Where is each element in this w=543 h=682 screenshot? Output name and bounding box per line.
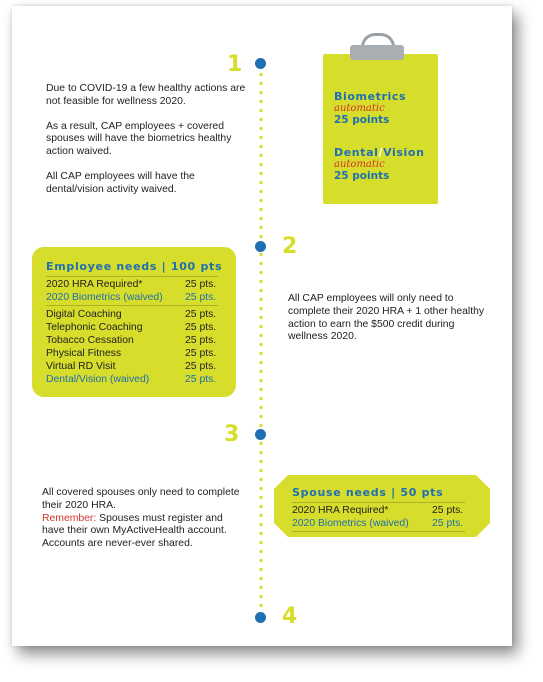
row-value: 25 pts. — [185, 309, 217, 320]
employee-title-divider — [46, 276, 218, 277]
row-value: 25 pts. — [185, 335, 217, 346]
step-number-1: 1 — [227, 52, 243, 77]
row-value: 25 pts. — [185, 374, 217, 385]
employee-section-divider — [46, 305, 218, 306]
table-row — [46, 360, 218, 373]
employee-needs-title: Employee needs | 100 pts — [46, 260, 223, 273]
table-row — [46, 347, 218, 360]
table-row — [46, 334, 218, 347]
biometrics-title: Biometrics — [334, 90, 407, 103]
row-label: Telephonic Coaching — [46, 322, 143, 333]
biometrics-block — [334, 90, 406, 126]
row-label: Tobacco Cessation — [46, 335, 134, 346]
spouse-info-line: All covered spouses only need to complete their 2020 HRA. — [42, 487, 240, 511]
spouse-info-text — [42, 487, 242, 551]
dental-vision-block — [334, 146, 425, 182]
vision-label: Vision — [383, 146, 425, 159]
table-row — [46, 278, 218, 291]
dental-vision-points: 25 points — [334, 170, 390, 182]
row-value: 25 pts. — [185, 279, 217, 290]
row-value: 25 pts. — [185, 322, 217, 333]
biometrics-note: automatic — [334, 103, 385, 114]
row-label: 2020 HRA Required* — [292, 505, 389, 516]
step-number-2: 2 — [282, 234, 298, 259]
row-label: Digital Coaching — [46, 309, 122, 320]
row-value: 25 pts. — [432, 505, 464, 516]
remember-text: Spouses must register and have their own MyActiveHealth account. Accounts are never-ever shared. — [42, 512, 227, 550]
intro-text — [46, 83, 246, 209]
row-value: 25 pts. — [185, 292, 217, 303]
table-row — [292, 517, 465, 530]
table-row — [292, 504, 465, 517]
remember-label: Remember: — [42, 512, 97, 524]
clipboard-clip — [350, 45, 404, 60]
table-row — [46, 321, 218, 334]
row-label: Physical Fitness — [46, 348, 122, 359]
dental-label: Dental — [334, 146, 379, 159]
spouse-title-divider — [292, 502, 465, 503]
table-row — [46, 308, 218, 321]
title-separator: / — [378, 146, 384, 159]
step-2-text: All CAP employees will only need to complete their 2020 HRA + 1 other healthy action to earn the $500 credit during wellness 2020. — [288, 293, 485, 343]
row-label: 2020 HRA Required* — [46, 279, 143, 290]
table-row — [46, 373, 218, 386]
intro-paragraph-2: As a result, CAP employees + covered spouses will have the biometrics healthy action waived. — [46, 120, 232, 158]
row-value: 25 pts. — [185, 361, 217, 372]
intro-paragraph-3: All CAP employees will have the dental/vision activity waived. — [46, 170, 195, 195]
row-label: Virtual RD Visit — [46, 361, 116, 372]
row-label: Dental/Vision (waived) — [46, 374, 150, 385]
dental-vision-title — [334, 146, 425, 159]
timeline-dot-3 — [255, 429, 266, 440]
row-value: 25 pts. — [432, 518, 464, 529]
step-number-4: 4 — [282, 604, 298, 629]
row-label: 2020 Biometrics (waived) — [292, 518, 409, 529]
timeline-dotted-line — [259, 70, 263, 615]
timeline-dot-1 — [255, 58, 266, 69]
spouse-needs-title: Spouse needs | 50 pts — [292, 486, 444, 499]
timeline-dot-2 — [255, 241, 266, 252]
table-row — [46, 291, 218, 304]
row-label: 2020 Biometrics (waived) — [46, 292, 163, 303]
step-number-3: 3 — [224, 422, 240, 447]
dental-vision-note: automatic — [334, 159, 385, 170]
row-value: 25 pts. — [185, 348, 217, 359]
intro-paragraph-1: Due to COVID-19 a few healthy actions are not feasible for wellness 2020. — [46, 83, 246, 107]
timeline-dot-4 — [255, 612, 266, 623]
spouse-bottom-divider — [292, 531, 465, 532]
biometrics-points: 25 points — [334, 114, 390, 126]
